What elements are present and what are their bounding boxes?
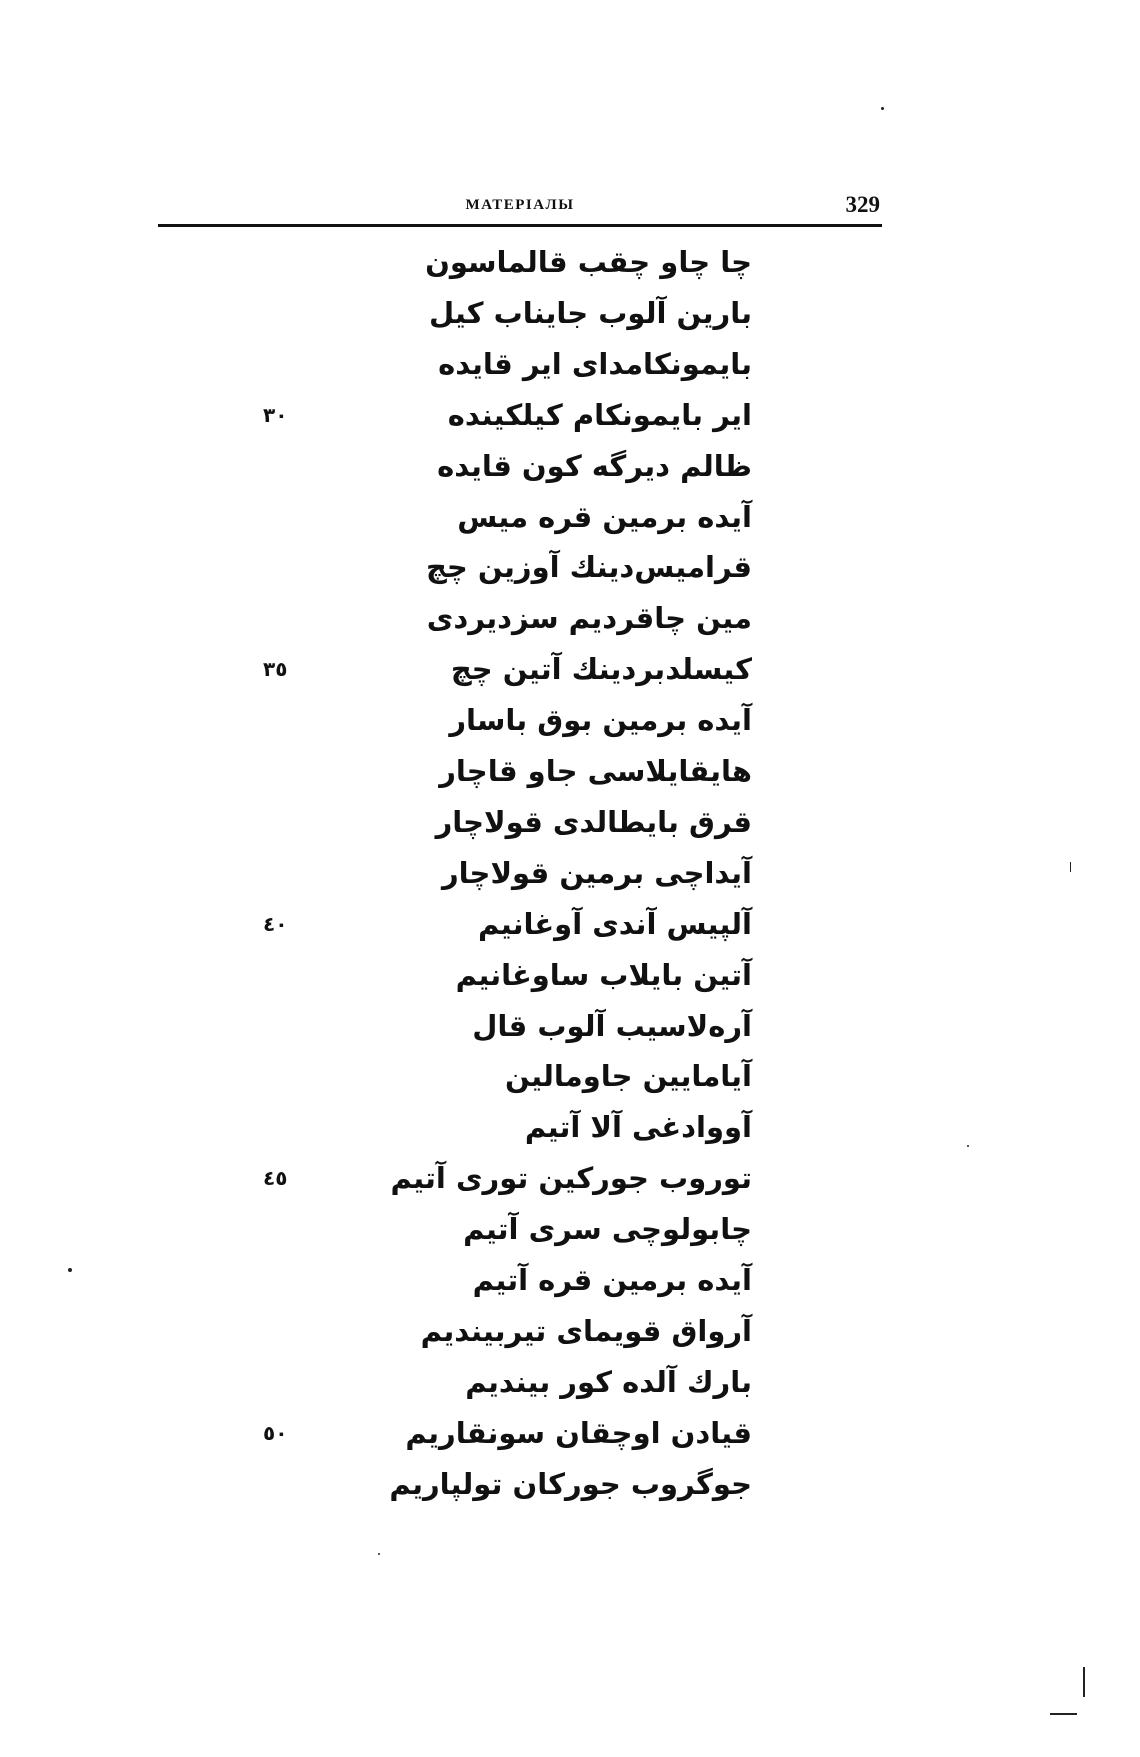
verse-line: آیده برمین قره میس: [457, 500, 752, 534]
running-header: [158, 194, 882, 227]
verse-line: آیامایین جاومالین: [505, 1059, 752, 1093]
verse-line: توروب جورکین توری آتیم: [390, 1161, 752, 1195]
verse-line: مین چاقردیم سزدیردی: [426, 601, 752, 635]
margin-mark: [1083, 1667, 1085, 1697]
verse-line: آووادغی آلا آتیم: [524, 1110, 752, 1144]
line-number: ٤٥: [263, 1166, 288, 1190]
verse-line: بارین آلوب جایناب کیل: [428, 296, 752, 330]
page-number: 329: [845, 192, 880, 217]
verse-line: آره‌لاسیب آلوب قال: [472, 1009, 752, 1043]
verse-line: بارك آلده کور بیندیم: [465, 1365, 752, 1399]
verse-line: بایمونکامدای ایر قایده: [438, 347, 752, 381]
verse-line: کیسلدبردینك آتین چچ: [450, 652, 752, 686]
margin-mark: [1050, 1713, 1077, 1715]
verse-line: هایقایلاسی جاو قاچار: [439, 754, 752, 788]
scan-speck: [378, 1553, 380, 1555]
verse-line: قرق بایطالدی قولاچار: [435, 805, 752, 839]
scan-speck: [68, 1268, 72, 1272]
line-number: ٥٠: [263, 1421, 288, 1445]
scan-speck: [881, 107, 884, 110]
line-number: ٣٠: [263, 403, 288, 427]
verse-line: آرواق قویمای تیربیندیم: [420, 1314, 752, 1348]
verse-line: جوگروب جورکان تولپاریم: [389, 1467, 752, 1501]
verse-line: ظالم دیرگه کون قایده: [437, 449, 752, 483]
line-number: ٣٥: [263, 657, 288, 681]
running-title: МАТЕРІАЛЫ: [465, 197, 575, 213]
verse-line: آیده برمین قره آتیم: [472, 1263, 752, 1297]
verse-line: آیده برمین بوق باسار: [449, 703, 752, 737]
verse-line: چابولوچی سری آتیم: [463, 1212, 752, 1246]
scan-speck: [967, 1145, 969, 1147]
verse-line: ایر بایمونکام کیلکینده: [447, 398, 752, 432]
verse-line: آلپیس آندی آوغانیم: [478, 907, 752, 941]
verse-line: قیادن اوچقان سونقاریم: [405, 1416, 752, 1450]
verse-line: آیداچی برمین قولاچار: [441, 856, 752, 890]
verse-line: چا چاو چقب قالماسون: [425, 245, 752, 279]
line-number: ٤٠: [263, 912, 288, 936]
verse-line: قرامیس‌دینك آوزین چچ: [425, 550, 752, 584]
verse-line: آتین بایلاب ساوغانیم: [455, 958, 752, 992]
margin-mark: [1070, 862, 1071, 872]
